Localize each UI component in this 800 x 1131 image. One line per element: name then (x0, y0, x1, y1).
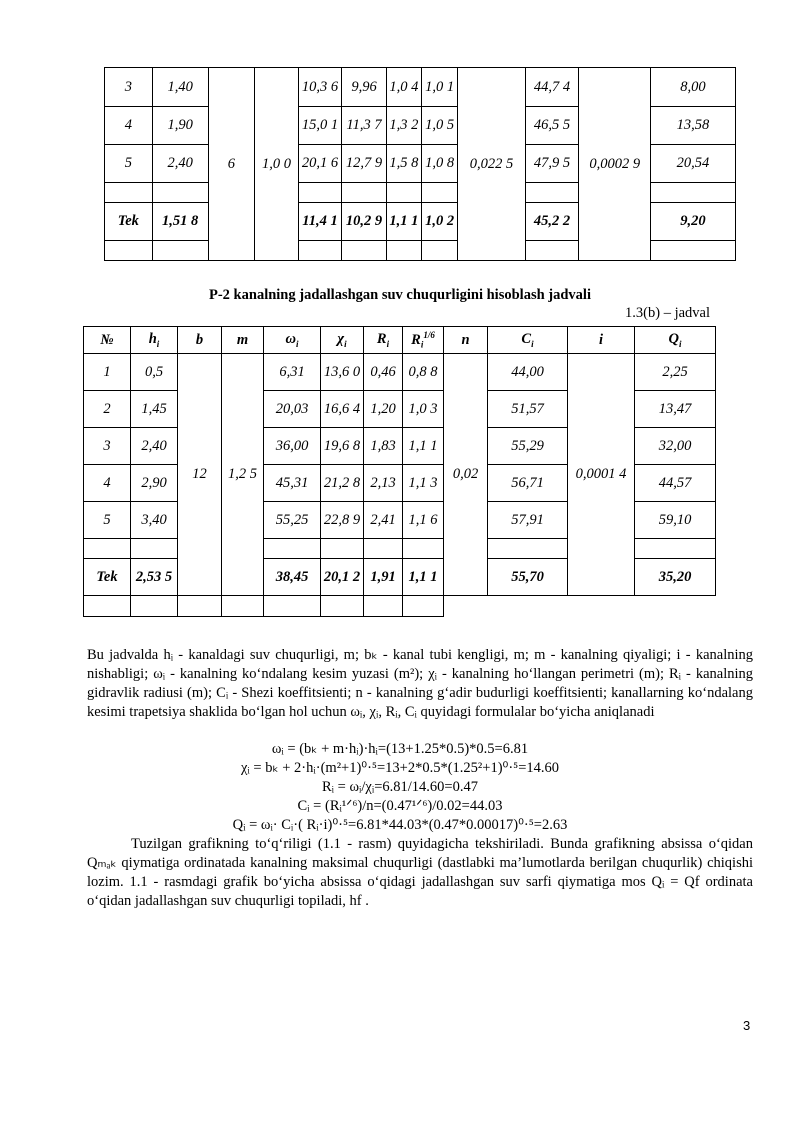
cell: 38,45 (264, 559, 321, 596)
cell: 1,0 5 (422, 107, 458, 145)
cell: 56,71 (488, 465, 568, 502)
cell: 57,91 (488, 502, 568, 539)
cell: 20,1 6 (298, 145, 342, 183)
cell: 47,9 5 (525, 145, 579, 183)
formula-chi: χᵢ = bₖ + 2·hᵢ·(m²+1)⁰·⁵=13+2*0.5*(1.25²+1)⁰·⁵=14.60 (240, 760, 560, 776)
cell: 2,13 (364, 465, 403, 502)
cell: 3 (105, 68, 153, 107)
cell: 2,41 (364, 502, 403, 539)
cell: 1,0 8 (422, 145, 458, 183)
table-continuation (104, 67, 736, 261)
header-number: № (84, 327, 131, 354)
cell: 6,31 (264, 354, 321, 391)
cell: 1,20 (364, 391, 403, 428)
header-i: i (568, 327, 635, 354)
cell: 20,03 (264, 391, 321, 428)
cell: 1,3 2 (386, 107, 421, 145)
cell: 11,3 7 (342, 107, 387, 145)
cell: 1,83 (364, 428, 403, 465)
cell: 1,51 8 (152, 203, 208, 241)
cell-n: 0,02 (444, 354, 488, 596)
header-c: $C_i$ (488, 327, 568, 354)
cell: 1 (84, 354, 131, 391)
cell: 2,25 (635, 354, 716, 391)
cell: 21,2 8 (321, 465, 364, 502)
cell: 1,1 3 (403, 465, 444, 502)
cell: 13,6 0 (321, 354, 364, 391)
formula-c: Cᵢ = (Rᵢ¹ᐟ⁶)/n=(0.47¹ᐟ⁶)/0.02=44.03 (297, 798, 503, 814)
cell: 44,00 (488, 354, 568, 391)
cell: 15,0 1 (298, 107, 342, 145)
cell: 1,1 1 (386, 203, 421, 241)
table-calculation (83, 326, 716, 617)
cell: 32,00 (635, 428, 716, 465)
header-m: m (222, 327, 264, 354)
cell: 1,1 6 (403, 502, 444, 539)
cell-b: 12 (178, 354, 222, 596)
cell: 5 (84, 502, 131, 539)
cell: 2,40 (152, 145, 208, 183)
cell: 35,20 (635, 559, 716, 596)
paragraph-definitions: Bu jadvalda hᵢ - kanaldagi suv chuqurligi, m; bₖ - kanal tubi kengligi, m; m - kanalning qiyaligi; i - kanalning nishabligi; ωᵢ - kanalning ko‘ndalang kesim yuzasi (m²); χᵢ - kanalning ho‘llangan perimetri (m); Rᵢ - kanalning gidravlik radiusi (m); Cᵢ - Shezi koeffitsienti; n - kanalning g‘adir budurligi koeffitsienti; kanallarning ko‘ndalang kesimi trapetsiya shaklida bo‘lgan hol uchun ωᵢ, χᵢ, Rᵢ, Cᵢ quyidagi formulalar bo‘yicha aniqlanadi (87, 647, 753, 720)
cell: 11,4 1 (298, 203, 342, 241)
header-n: n (444, 327, 488, 354)
cell: 8,00 (650, 68, 735, 107)
cell: 55,29 (488, 428, 568, 465)
total-label: Tek (105, 203, 153, 241)
header-r16: $R_i^{1/6}$ (403, 327, 444, 354)
paragraph-graph-check: Tuzilgan grafikning to‘q‘riligi (1.1 - rasm) quyidagicha tekshiriladi. Bunda grafikning absissa o‘qidan Qₘₐₖ qiymatiga ordinatada kanalning maksimal chuqurligi (dastlabki ma’lumotlarda berilgan chuqurlik) chiqishi lozim. 1.1 - rasmdagi grafik bo‘yicha absissa o‘qidagi jadallashgan suv sarfi qiymatiga mos Qᵢ = Qf ordinata o‘qidan jadallashgan suv chuqurligi topiladi, hf . (87, 836, 753, 909)
cell: 0,46 (364, 354, 403, 391)
table-row (84, 354, 716, 391)
formula-omega: ωᵢ = (bₖ + m·hᵢ)·hᵢ=(13+1.25*0.5)*0.5=6.81 (271, 741, 529, 757)
header-q: $Q_i$ (635, 327, 716, 354)
cell: 2 (84, 391, 131, 428)
cell: 12,7 9 (342, 145, 387, 183)
formula-r: Rᵢ = ωᵢ/χᵢ=6.81/14.60=0.47 (322, 779, 478, 795)
cell-m: 1,0 0 (255, 68, 299, 261)
cell: 1,91 (364, 559, 403, 596)
cell: 9,20 (650, 203, 735, 241)
table-row-empty (84, 596, 716, 617)
cell-n: 0,022 5 (458, 68, 525, 261)
cell: 5 (105, 145, 153, 183)
cell: 1,40 (152, 68, 208, 107)
header-h: $h_i$ (131, 327, 178, 354)
cell: 22,8 9 (321, 502, 364, 539)
cell: 46,5 5 (525, 107, 579, 145)
cell: 4 (105, 107, 153, 145)
cell: 9,96 (342, 68, 387, 107)
cell-b: 6 (208, 68, 255, 261)
cell: 45,2 2 (525, 203, 579, 241)
cell: 45,31 (264, 465, 321, 502)
cell: 44,7 4 (525, 68, 579, 107)
header-omega: $\omega_i$ (264, 327, 321, 354)
cell: 20,54 (650, 145, 735, 183)
cell: 2,40 (131, 428, 178, 465)
cell: 4 (84, 465, 131, 502)
cell: 36,00 (264, 428, 321, 465)
cell: 0,8 8 (403, 354, 444, 391)
cell: 55,70 (488, 559, 568, 596)
page-number: 3 (743, 1018, 751, 1033)
table-header-row (84, 327, 716, 354)
cell: 51,57 (488, 391, 568, 428)
cell: 1,45 (131, 391, 178, 428)
cell: 44,57 (635, 465, 716, 502)
table-row (105, 68, 736, 107)
cell: 59,10 (635, 502, 716, 539)
cell: 2,90 (131, 465, 178, 502)
cell: 0,5 (131, 354, 178, 391)
cell-m: 1,2 5 (222, 354, 264, 596)
formula-q: Qᵢ = ωᵢ· Cᵢ·( Rᵢ·i)⁰·⁵=6.81*44.03*(0.47*0.00017)⁰·⁵=2.63 (232, 817, 568, 833)
cell: 3,40 (131, 502, 178, 539)
cell: 1,5 8 (386, 145, 421, 183)
cell: 16,6 4 (321, 391, 364, 428)
table-title: P-2 kanalning jadallashgan suv chuqurligini hisoblash jadvali (209, 287, 591, 303)
cell: 19,6 8 (321, 428, 364, 465)
header-r: $R_i$ (364, 327, 403, 354)
cell: 1,0 1 (422, 68, 458, 107)
table-label: 1.3(b) – jadval (625, 305, 710, 321)
header-b: b (178, 327, 222, 354)
cell: 20,1 2 (321, 559, 364, 596)
cell: 10,3 6 (298, 68, 342, 107)
cell: 13,47 (635, 391, 716, 428)
header-chi: $\chi_i$ (321, 327, 364, 354)
cell: 2,53 5 (131, 559, 178, 596)
cell: 1,1 1 (403, 559, 444, 596)
cell: 55,25 (264, 502, 321, 539)
cell: 3 (84, 428, 131, 465)
cell: 1,90 (152, 107, 208, 145)
cell-i: 0,0001 4 (568, 354, 635, 596)
total-label: Tek (84, 559, 131, 596)
cell: 1,0 2 (422, 203, 458, 241)
cell-i: 0,0002 9 (579, 68, 650, 261)
cell: 1,0 4 (386, 68, 421, 107)
cell: 1,1 1 (403, 428, 444, 465)
cell: 13,58 (650, 107, 735, 145)
cell: 10,2 9 (342, 203, 387, 241)
cell: 1,0 3 (403, 391, 444, 428)
